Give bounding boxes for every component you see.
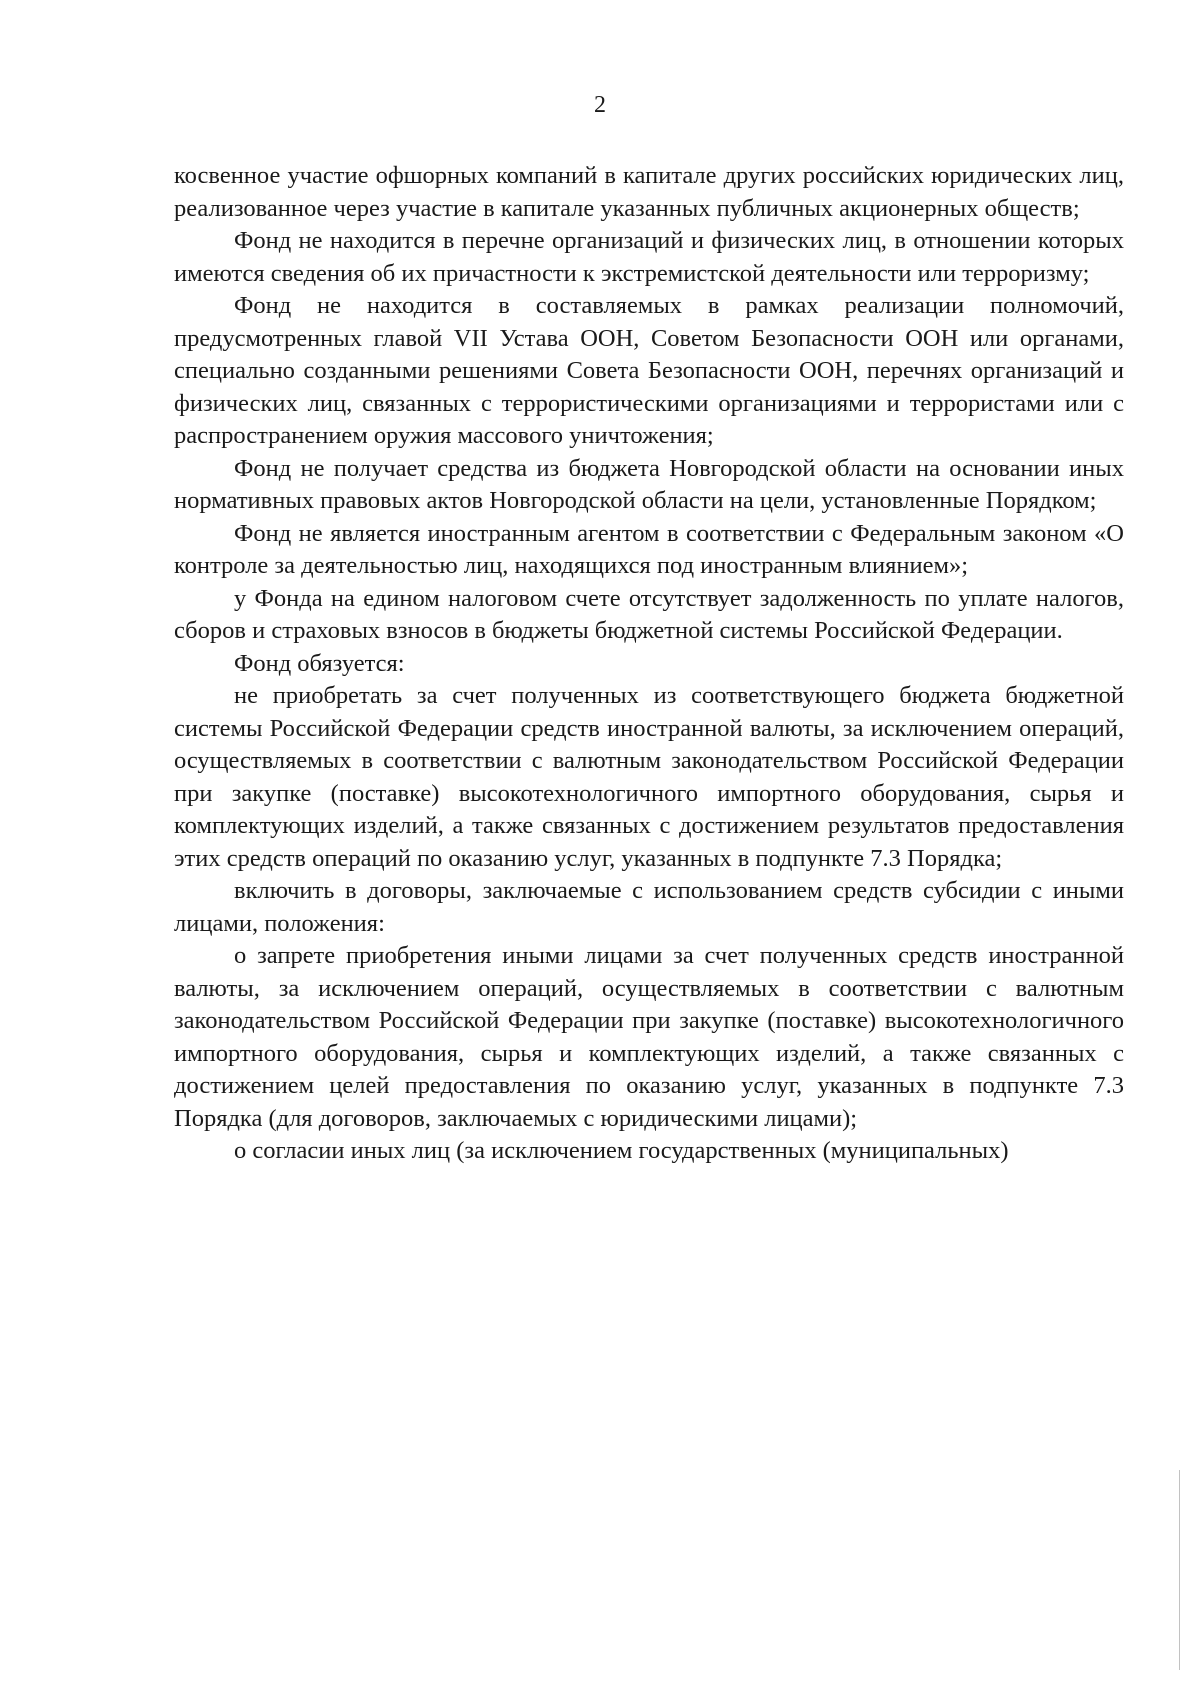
paragraph-extremism-list: Фонд не находится в перечне организаций и физических лиц, в отношении которых имеются сведения об их причастности к экстремистской деятельности или терроризму;: [174, 227, 1124, 287]
paragraph-consent: о согласии иных лиц (за исключением государственных (муниципальных): [234, 1137, 1009, 1164]
paragraph-purchase-ban: о запрете приобретения иными лицами за счет полученных средств иностранной валюты, за исключением операций, осуществляемых в соответствии с валютным законодательством Российской Федерации при закупке (поставке) высокотехнологичного импортного оборудования, сырья и комплектующих изделий, а также связанных с достижением целей предоставления по оказанию услуг, указанных в подпункте 7.3 Порядка (для договоров, заключаемых с юридическими лицами);: [174, 942, 1124, 1132]
page-number: 2: [594, 92, 606, 118]
paragraph-foreign-currency: не приобретать за счет полученных из соответствующего бюджета бюджетной системы Российской Федерации средств иностранной валюты, за исключением операций, осуществляемых в соответствии с валютным законодательством Российской Федерации при закупке (поставке) высокотехнологичного импортного оборудования, сырья и комплектующих изделий, а также связанных с достижением результатов предоставления этих средств операций по оказанию услуг, указанных в подпункте 7.3 Порядка;: [174, 682, 1124, 872]
paragraph-continuation: косвенное участие офшорных компаний в капитале других российских юридических лиц, реализованное через участие в капитале указанных публичных акционерных обществ;: [174, 162, 1124, 222]
paragraph-obligations-heading: Фонд обязуется:: [234, 649, 405, 677]
document-body: [174, 160, 1124, 1168]
paragraph-contract-provisions: включить в договоры, заключаемые с использованием средств субсидии с иными лицами, положения:: [174, 877, 1124, 937]
paragraph-regional-budget: Фонд не получает средства из бюджета Новгородской области на основании иных нормативных правовых актов Новгородской области на цели, установленные Порядком;: [174, 454, 1124, 514]
paragraph-foreign-agent: Фонд не является иностранным агентом в соответствии с Федеральным законом «О контроле за деятельностью лиц, находящихся под иностранным влиянием»;: [174, 519, 1124, 579]
paragraph-un-sanctions: Фонд не находится в составляемых в рамках реализации полномочий, предусмотренных главой VII Устава ООН, Советом Безопасности ООН или органами, специально созданными решениями Совета Безопасности ООН, перечнях организаций и физических лиц, связанных с террористическими организациями и террористами или с распространением оружия массового уничтожения;: [174, 292, 1124, 449]
scan-edge-line: [1179, 1470, 1180, 1670]
paragraph-tax-debt: у Фонда на едином налоговом счете отсутствует задолженность по уплате налогов, сборов и страховых взносов в бюджеты бюджетной системы Российской Федерации.: [174, 584, 1124, 644]
